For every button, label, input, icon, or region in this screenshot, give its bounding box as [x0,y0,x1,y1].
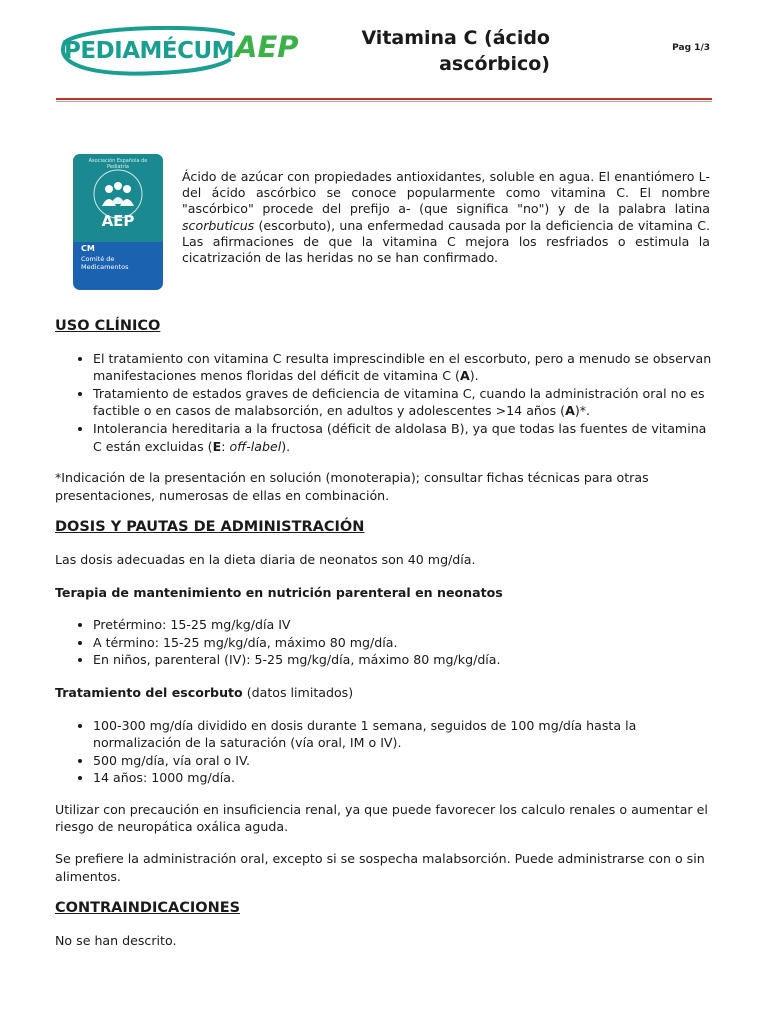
dosis-sub2: Tratamiento del escorbuto (datos limitados) [55,684,354,700]
main-content [55,318,715,949]
list-item: • 500 mg/día, vía oral o IV. [93,752,715,770]
intro-italic: scorbuticus [182,217,255,233]
list-item: • A término: 15-25 mg/kg/día, máximo 80 mg/día. [93,634,715,652]
badge-arc-text: Asociación Española de Pediatría [88,158,148,170]
dosis-p3: Se prefiere la administración oral, excepto si se sospecha malabsorción. Puede administrarse con o sin alimentos. [55,851,705,884]
logo-text: PEDIAMÉCUM [64,38,235,64]
section-heading-dosis: DOSIS Y PAUTAS DE ADMINISTRACIÓN [55,519,365,536]
dosis-list2 [55,717,715,787]
page-title: Vitamina C (ácido ascórbico) [361,27,550,75]
pediamecum-logo [55,26,300,80]
uso-note: *Indicación de la presentación en solución (monoterapia); consultar fichas técnicas para otras presentaciones, numerosas de ellas en combinación. [55,470,649,503]
list-item: • Tratamiento de estados graves de deficiencia de vitamina C, cuando la administración oral no es factible o en casos de malabsorción, en adultos y adolescentes >14 años (A)*. [93,385,715,420]
uso-list [55,350,715,456]
list-item: • 14 años: 1000 mg/día. [93,769,715,787]
intro-text-end: (escorbuto), una enfermedad causada por la deficiencia de vitamina C. Las afirmaciones de que la vitamina C mejora los resfriados o estimula la cicatrización de las heridas no se han confirmado. [182,217,710,266]
dosis-list1 [55,616,715,669]
badge-committee-line1: Comité de [81,255,115,263]
aep-badge [73,154,163,290]
list-item: • El tratamiento con vitamina C resulta imprescindible en el escorbuto, pero a menudo se observan manifestaciones menos floridas del déficit de vitamina C (A). [93,350,715,385]
page-number: Pag 1/3 [672,43,710,53]
badge-committee-line2: Medicamentos [81,263,129,271]
header-rule [56,98,712,100]
list-item: • 100-300 mg/día dividido en dosis durante 1 semana, seguidos de 100 mg/día hasta la normalización de la saturación (vía oral, IM o IV). [93,717,715,752]
list-item: • Pretérmino: 15-25 mg/kg/día IV [93,616,715,634]
dosis-p2: Utilizar con precaución en insuficiencia renal, ya que puede favorecer los calculo renales o aumentar el riesgo de neuropática oxálica aguda. [55,801,708,835]
list-item: • En niños, parenteral (IV): 5-25 mg/kg/día, máximo 80 mg/kg/día. [93,651,715,669]
header-rule-thin [56,101,712,102]
section-heading-uso: USO CLÍNICO [55,318,161,334]
intro-text: Ácido de azúcar con propiedades antioxidantes, soluble en agua. El enantiómero L- del ácido ascórbico se conoce popularmente como vitamina C. El nombre "ascórbico" procede del prefijo a- (que significa "no") y de la palabra latina [182,169,710,217]
dosis-sub1: Terapia de mantenimiento en nutrición parenteral en neonatos [55,584,503,600]
logo-accent: AEP [235,30,299,64]
intro-paragraph [182,169,710,266]
badge-cm: CM [81,244,95,253]
contra-p1: No se han descrito. [55,932,177,948]
badge-org: AEP [101,212,135,230]
dosis-p1: Las dosis adecuadas en la dieta diaria de neonatos son 40 mg/día. [55,551,476,567]
list-item: • Intolerancia hereditaria a la fructosa (déficit de aldolasa B), ya que todas las fuentes de vitamina C están excluidas (E: off-label). [93,420,715,455]
section-heading-contra: CONTRAINDICACIONES [55,900,241,917]
